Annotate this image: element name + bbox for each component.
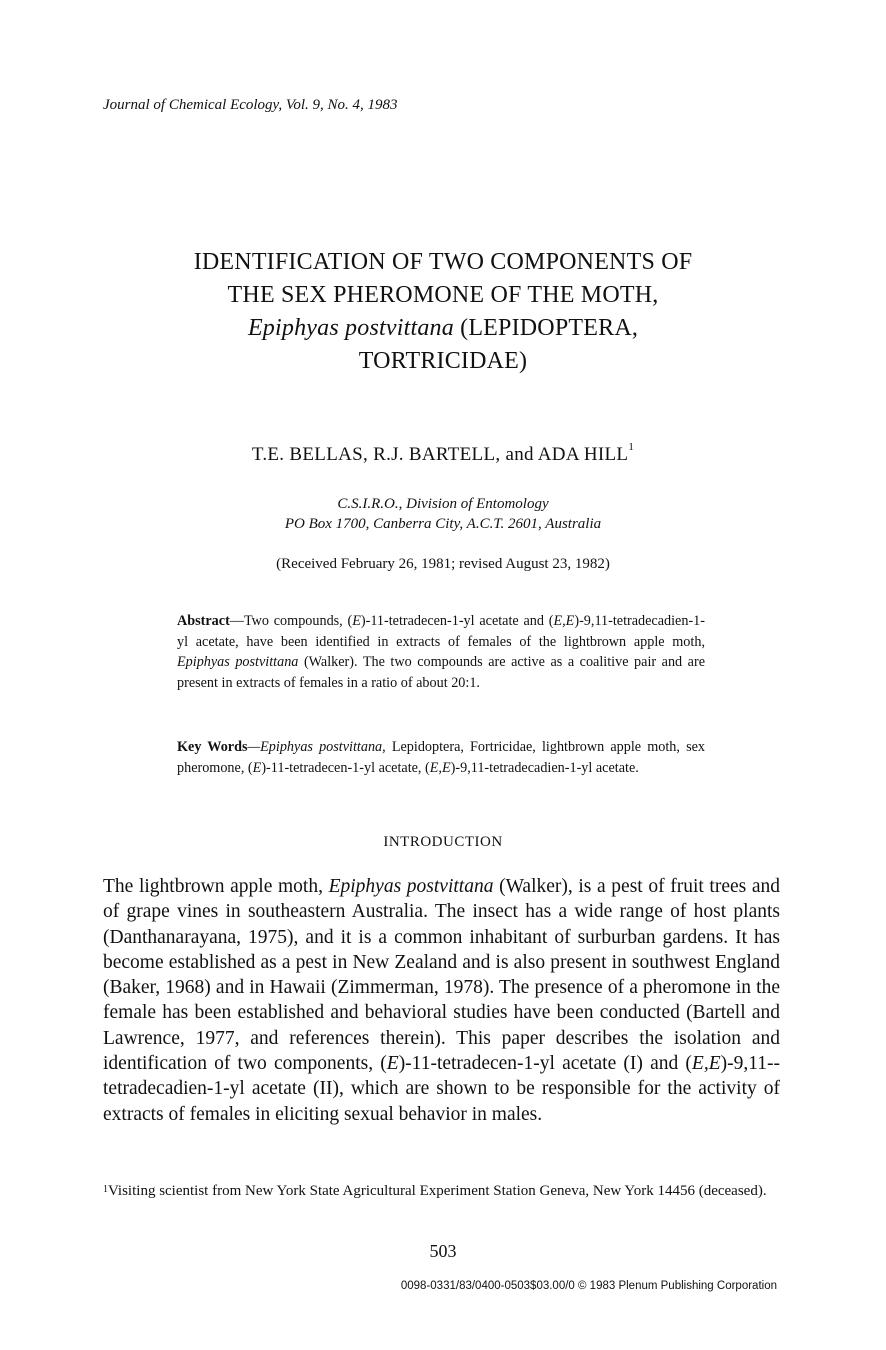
- author-names: T.E. BELLAS, R.J. BARTELL, and ADA HILL: [251, 444, 629, 465]
- intro-species: Epiphyas postvittana: [328, 876, 494, 897]
- abstract-text-2: )-11-tetradecen-1-yl acetate and (: [360, 613, 554, 629]
- affiliation-line-1: C.S.I.R.O., Division of Entomology: [337, 496, 549, 512]
- keywords-dash: —: [247, 739, 261, 755]
- keywords-text-3: )-9,11-tetradecadien-1-yl acetate.: [450, 759, 639, 776]
- affiliation: [0, 494, 886, 534]
- intro-text-2: (Walker), is a pest of fruit trees and of grape vines in southeastern Australia. The insect has a wide range of host plants (Danthanarayana, 1975), and it is a common inhabitant of surburban gardens. It has become established as a pest in New Zealand and is also present in southwest England (Baker, 1968) and in Hawaii (Zimmerman, 1978). The presence of a pheromone in the female has been established and behavioral studies have been conducted (Bartell and Lawrence, 1977, and references therein). This paper describes the isolation and identification of two components, (: [103, 876, 780, 1075]
- introduction-paragraph: [103, 874, 780, 1127]
- received-dates: (Received February 26, 1981; revised August 23, 1982): [276, 556, 610, 572]
- abstract-text-1: —Two compounds, (: [229, 613, 353, 629]
- abstract: [177, 611, 705, 693]
- intro-isomer-e: E: [386, 1053, 399, 1075]
- footnote-text: Visiting scientist from New York State Agricultural Experiment Station Geneva, New York 14456 (deceased).: [108, 1183, 767, 1199]
- author-footnote-mark: 1: [628, 441, 635, 453]
- page-number: 503: [429, 1241, 457, 1261]
- keywords-label: Key Words: [177, 739, 248, 755]
- abstract-isomer-ee: E,E: [553, 613, 575, 629]
- title-line-1: IDENTIFICATION OF TWO COMPONENTS OF: [193, 249, 693, 275]
- author-list: [0, 441, 886, 466]
- journal-citation: Journal of Chemical Ecology, Vol. 9, No. 4, 1983: [103, 97, 398, 113]
- intro-text-4: )-9,11--tetradecadien-1-yl acetate (II), which are shown to be responsible for the activity of extracts of females in eliciting sexual behavior in males.: [103, 1053, 780, 1125]
- intro-text-1: The lightbrown apple moth,: [103, 876, 329, 897]
- abstract-label: Abstract: [177, 613, 230, 629]
- title-line-3: [0, 312, 886, 345]
- keywords-isomer-ee: E,E: [429, 759, 451, 776]
- title-line-3-rest: (LEPIDOPTERA,: [453, 315, 639, 341]
- abstract-isomer-e: E: [352, 613, 361, 629]
- abstract-text-3: )-9,11-tetradecadien-1-yl acetate, have been identified in extracts of females of the lightbrown apple moth,: [177, 613, 705, 650]
- key-words: [177, 737, 705, 778]
- abstract-text-4: (Walker). The two compounds are active as a coalitive pair and are present in extracts of females in a ratio of about 20:1.: [177, 654, 705, 691]
- footnote-mark: 1: [103, 1184, 108, 1195]
- keywords-text-2: )-11-tetradecen-1-yl acetate, (: [261, 759, 430, 776]
- intro-text-3: )-11-tetradecen-1-yl acetate (I) and (: [398, 1053, 692, 1075]
- copyright-line: 0098-0331/83/0400-0503$03.00/0 © 1983 Plenum Publishing Corporation: [400, 1280, 777, 1292]
- title-line-4: TORTRICIDAE): [358, 348, 528, 374]
- affiliation-line-2: PO Box 1700, Canberra City, A.C.T. 2601, Australia: [284, 516, 602, 532]
- keywords-text-1: , Lepidoptera, Fortricidae, lightbrown apple moth, sex pheromone, (: [177, 739, 705, 776]
- paper-title: [0, 246, 886, 378]
- title-species: Epiphyas postvittana: [247, 315, 454, 341]
- section-heading-introduction: INTRODUCTION: [383, 834, 503, 850]
- footnote: [103, 1182, 780, 1202]
- intro-isomer-ee: E,E: [691, 1053, 721, 1075]
- keywords-species: Epiphyas postvittana: [260, 739, 383, 755]
- abstract-species: Epiphyas postvittana: [177, 654, 299, 670]
- keywords-isomer-e: E: [252, 759, 262, 776]
- title-line-2: THE SEX PHEROMONE OF THE MOTH,: [227, 282, 659, 308]
